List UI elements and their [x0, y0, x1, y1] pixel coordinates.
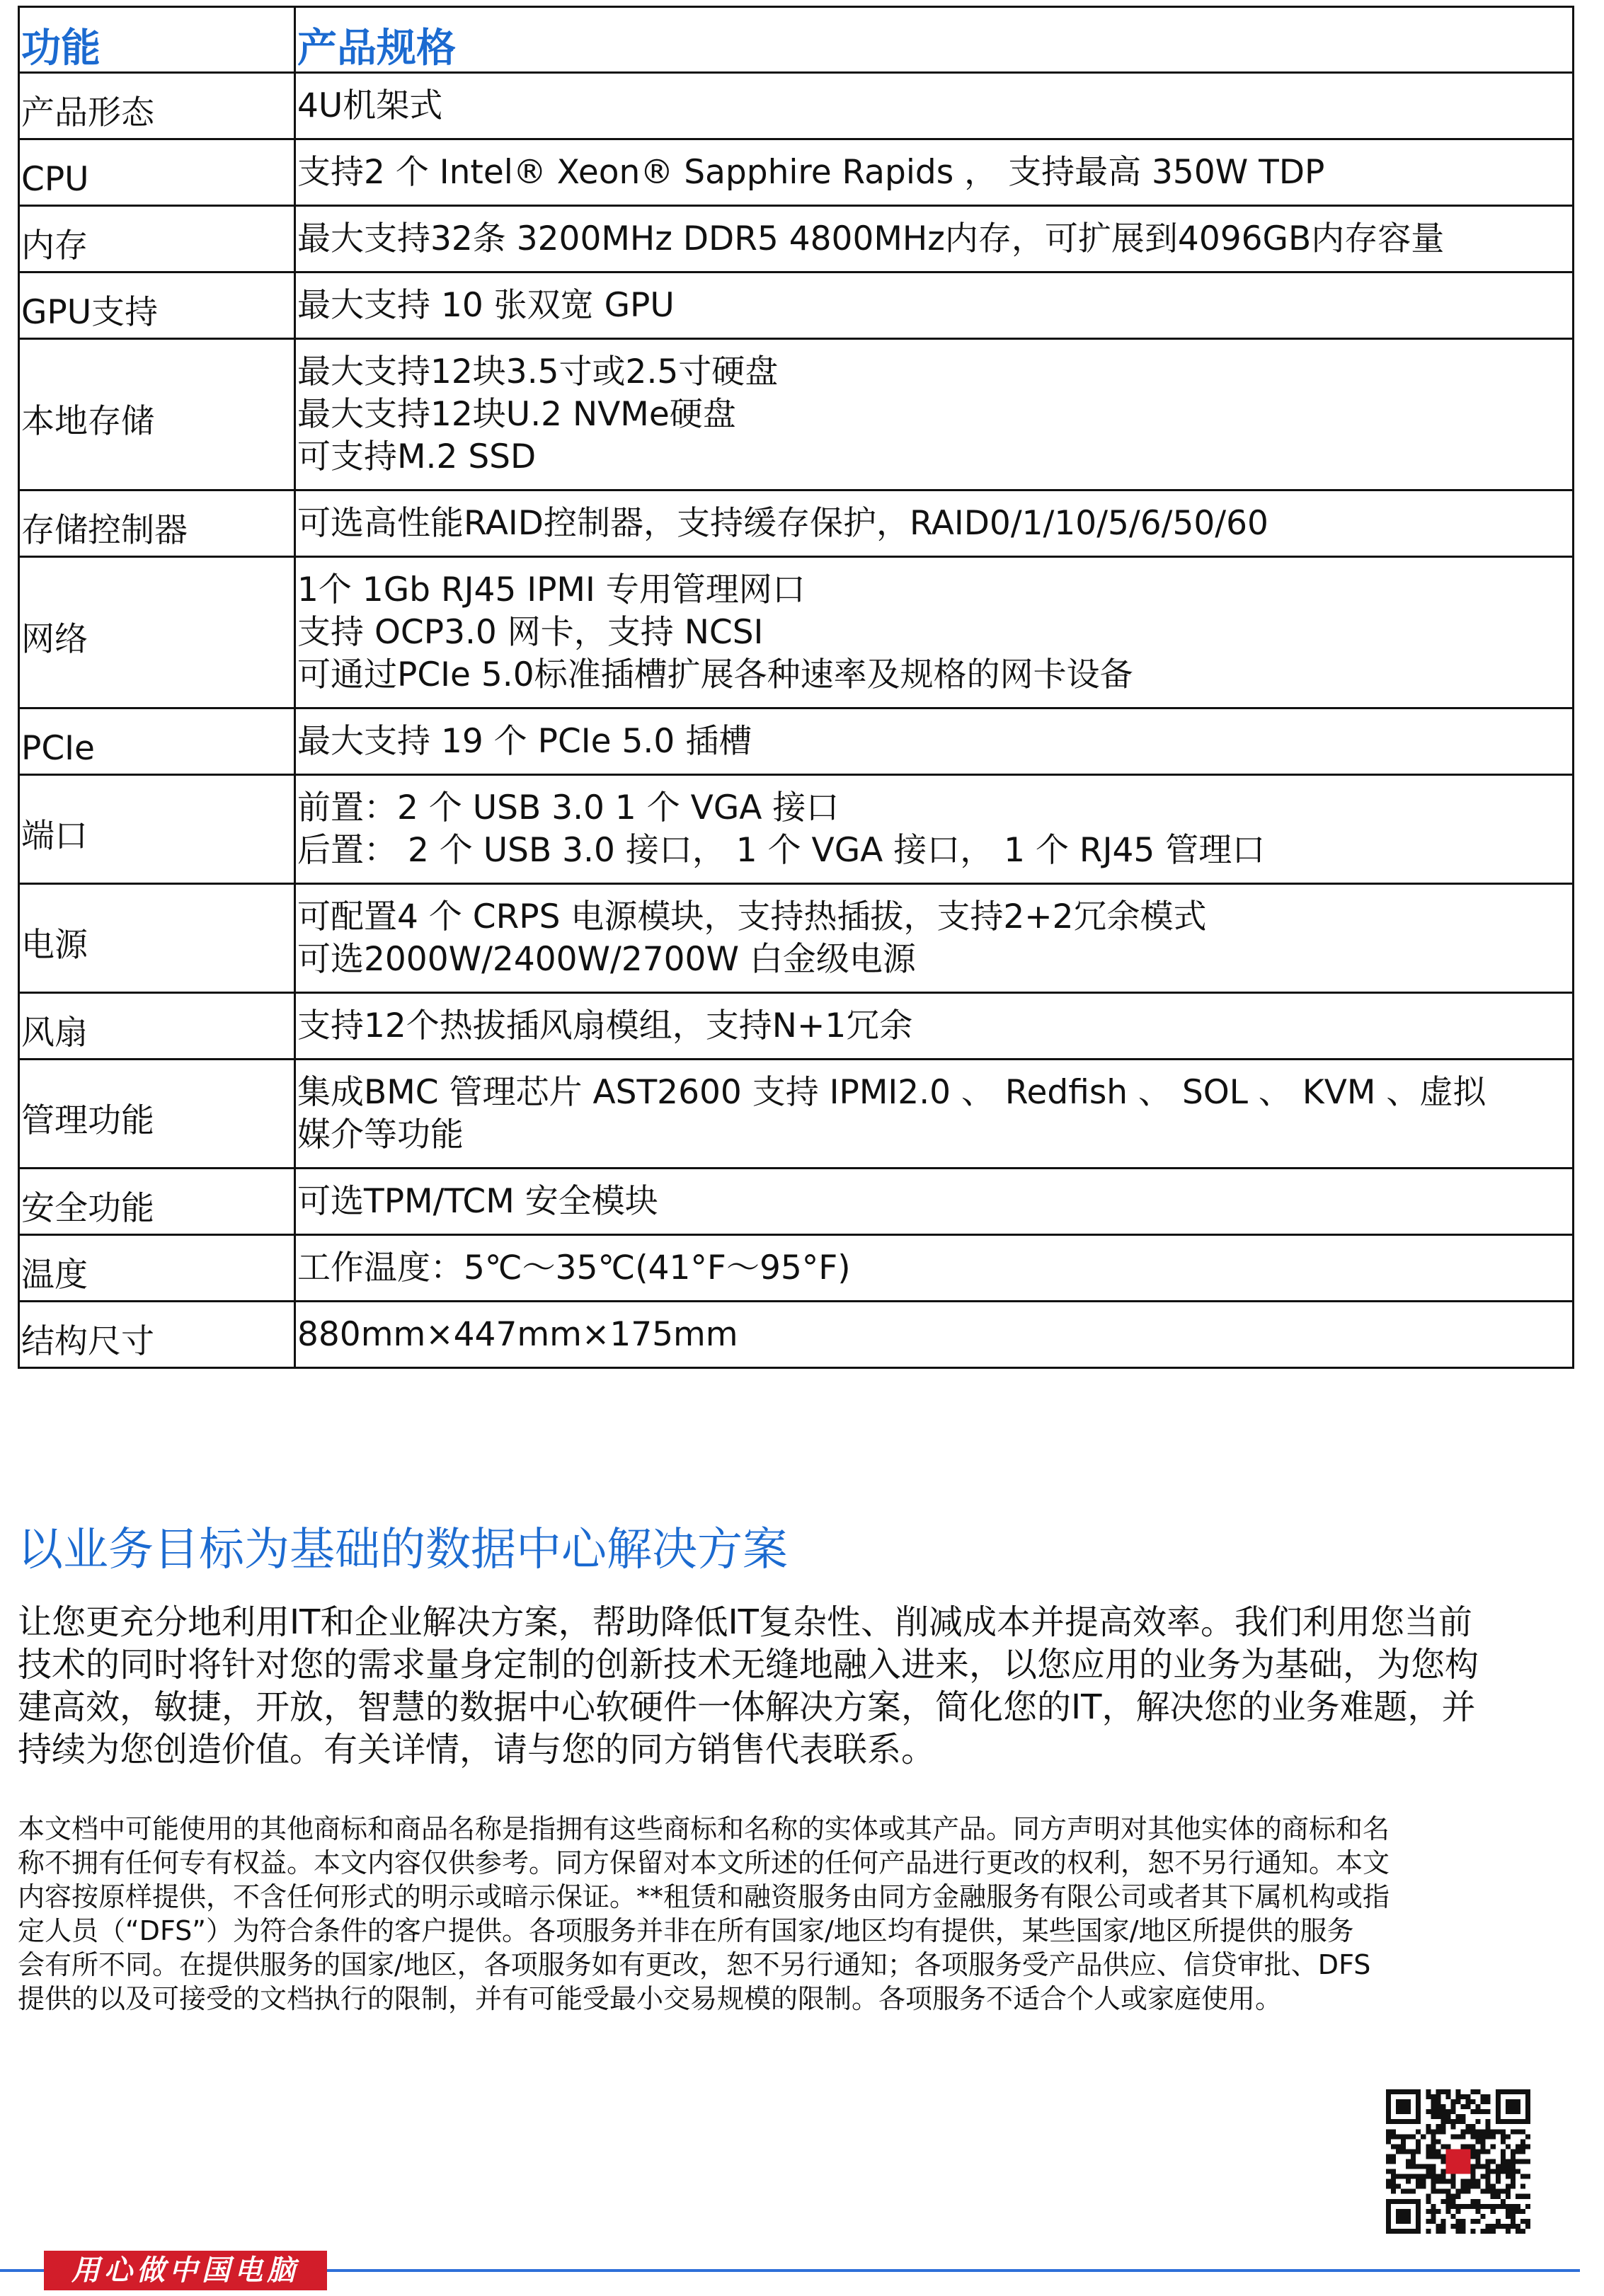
- footer-slogan-logo: 用心做中国电脑: [44, 2251, 327, 2290]
- spec-line: 最大支持 10 张双宽 GPU: [297, 285, 675, 325]
- spec-value: [295, 993, 1574, 1060]
- spec-line: 可选TPM/TCM 安全模块: [297, 1181, 658, 1221]
- feature-label: CPU: [19, 139, 295, 206]
- spec-line: 可选高性能RAID控制器，支持缓存保护，RAID0/1/10/5/6/50/60: [297, 503, 1268, 543]
- spec-line: 可支持M.2 SSD: [297, 437, 537, 476]
- spec-line: 可通过PCIe 5.0标准插槽扩展各种速率及规格的网卡设备: [297, 655, 1133, 694]
- spec-line: 媒介等功能: [297, 1115, 464, 1154]
- spec-value: [295, 708, 1574, 775]
- feature-label: 网络: [19, 557, 295, 708]
- spec-value: [295, 272, 1574, 339]
- spec-table: [18, 6, 1574, 1369]
- spec-line: 最大支持12块U.2 NVMe硬盘: [297, 394, 736, 434]
- table-row: [19, 775, 1574, 884]
- solution-line: 让您更充分地利用IT和企业解决方案，帮助降低IT复杂性、削减成本并提高效率。我们利用您当前: [18, 1602, 1472, 1642]
- spec-line: 支持 OCP3.0 网卡，支持 NCSI: [297, 612, 764, 652]
- table-row: [19, 993, 1574, 1060]
- table-row: [19, 1302, 1574, 1368]
- spec-value: [295, 206, 1574, 272]
- spec-value: [295, 1235, 1574, 1302]
- spec-line: 880mm×447mm×175mm: [297, 1314, 738, 1354]
- feature-label: 管理功能: [19, 1060, 295, 1169]
- feature-label: 风扇: [19, 993, 295, 1060]
- spec-value: [295, 490, 1574, 557]
- spec-value: [295, 557, 1574, 708]
- feature-label: 产品形态: [19, 73, 295, 139]
- table-row: [19, 490, 1574, 557]
- spec-line: 支持12个热拔插风扇模组，支持N+1冗余: [297, 1006, 913, 1045]
- solution-line: 建高效，敏捷，开放，智慧的数据中心软硬件一体解决方案，简化您的IT，解决您的业务难题，并: [18, 1687, 1476, 1727]
- feature-label: 存储控制器: [19, 490, 295, 557]
- spec-value: [295, 1060, 1574, 1169]
- spec-value: [295, 73, 1574, 139]
- feature-label: 端口: [19, 775, 295, 884]
- table-row: [19, 272, 1574, 339]
- spec-line: 1个 1Gb RJ45 IPMI 专用管理网口: [297, 570, 806, 609]
- spec-value: [295, 1302, 1574, 1368]
- spec-line: 最大支持32条 3200MHz DDR5 4800MHz内存，可扩展到4096GB内存容量: [297, 219, 1445, 258]
- spec-line: 工作温度：5℃～35℃(41°F～95°F): [297, 1248, 851, 1287]
- header-spec: 产品规格: [295, 7, 1574, 73]
- feature-label: GPU支持: [19, 272, 295, 339]
- spec-value: [295, 139, 1574, 206]
- spec-line: 可配置4 个 CRPS 电源模块，支持热插拔，支持2+2冗余模式: [297, 897, 1207, 936]
- table-row: [19, 557, 1574, 708]
- table-header-row: [19, 7, 1574, 73]
- disclaimer-line: 会有所不同。在提供服务的国家/地区，各项服务如有更改，恕不另行通知；各项服务受产品供应、信贷审批、DFS: [18, 1949, 1371, 1980]
- feature-label: 安全功能: [19, 1169, 295, 1235]
- spec-value: [295, 775, 1574, 884]
- spec-line: 前置：2 个 USB 3.0 1 个 VGA 接口: [297, 788, 840, 827]
- disclaimer-line: 定人员（“DFS”）为符合条件的客户提供。各项服务并非在所有国家/地区均有提供，某些国家/地区所提供的服务: [18, 1915, 1354, 1946]
- feature-label: 结构尺寸: [19, 1302, 295, 1368]
- spec-value: [295, 1169, 1574, 1235]
- table-row: [19, 884, 1574, 993]
- spec-line: 4U机架式: [297, 86, 443, 125]
- disclaimer-line: 称不拥有任何专有权益。本文内容仅供参考。同方保留对本文所述的任何产品进行更改的权利，恕不另行通知。本文: [18, 1847, 1390, 1878]
- feature-label: 内存: [19, 206, 295, 272]
- spec-line: 可选2000W/2400W/2700W 白金级电源: [297, 939, 916, 979]
- disclaimer-line: 提供的以及可接受的文档执行的限制，并有可能受最小交易规模的限制。各项服务不适合个人或家庭使用。: [18, 1983, 1283, 2014]
- feature-label: 温度: [19, 1235, 295, 1302]
- spec-line: 最大支持 19 个 PCIe 5.0 插槽: [297, 721, 752, 761]
- solution-paragraph: [18, 1601, 1575, 1771]
- footer-rule-left: [0, 2269, 44, 2272]
- spec-value: [295, 339, 1574, 490]
- spec-line: 最大支持12块3.5寸或2.5寸硬盘: [297, 352, 779, 391]
- disclaimer-paragraph: [18, 1812, 1575, 2016]
- spec-line: 支持2 个 Intel® Xeon® Sapphire Rapids ， 支持最高 350W TDP: [297, 152, 1325, 192]
- spec-line: 集成BMC 管理芯片 AST2600 支持 IPMI2.0 、 Redfish 、 SOL 、 KVM 、虚拟: [297, 1072, 1486, 1112]
- feature-label: 电源: [19, 884, 295, 993]
- header-feature: 功能: [19, 7, 295, 73]
- feature-label: 本地存储: [19, 339, 295, 490]
- qr-code-icon: [1386, 2089, 1530, 2234]
- table-row: [19, 73, 1574, 139]
- table-row: [19, 708, 1574, 775]
- table-row: [19, 1060, 1574, 1169]
- solution-heading: 以业务目标为基础的数据中心解决方案: [18, 1524, 788, 1576]
- table-row: [19, 206, 1574, 272]
- table-row: [19, 339, 1574, 490]
- spec-value: [295, 884, 1574, 993]
- feature-label: PCIe: [19, 708, 295, 775]
- spec-line: 后置： 2 个 USB 3.0 接口， 1 个 VGA 接口， 1 个 RJ45 管理口: [297, 830, 1266, 870]
- solution-line: 技术的同时将针对您的需求量身定制的创新技术无缝地融入进来，以您应用的业务为基础，为您构: [18, 1645, 1479, 1684]
- disclaimer-line: 本文档中可能使用的其他商标和商品名称是指拥有这些商标和名称的实体或其产品。同方声明对其他实体的商标和名: [18, 1813, 1390, 1844]
- solution-line: 持续为您创造价值。有关详情，请与您的同方销售代表联系。: [18, 1730, 936, 1769]
- table-row: [19, 139, 1574, 206]
- table-row: [19, 1235, 1574, 1302]
- disclaimer-line: 内容按原样提供，不含任何形式的明示或暗示保证。**租赁和融资服务由同方金融服务有限公司或者其下属机构或指: [18, 1881, 1390, 1912]
- spec-table-body: [19, 73, 1574, 1368]
- table-row: [19, 1169, 1574, 1235]
- footer-rule: [327, 2269, 1580, 2272]
